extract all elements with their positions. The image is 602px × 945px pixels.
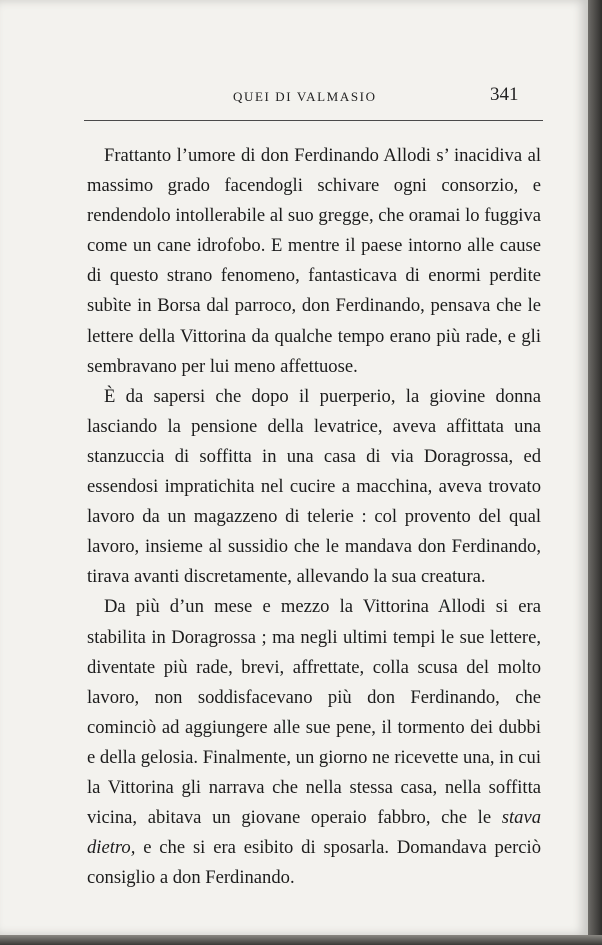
paragraph-3-text-after: e che si era esibito di sposarla. Domandava perciò consiglio a don Ferdinando.: [87, 837, 541, 889]
running-head-title: QUEI DI VALMASIO: [233, 89, 377, 104]
paragraph-2: È da sapersi che dopo il puerperio, la giovine donna lasciando la pensione della levatrice, aveva affittata una stanzuccia di soffitta in una casa di via Doragrossa, ed essendosi impratichita nel cucire a macchina, aveva trovato lavoro da un magazzeno di telerie : col provento del qual lavoro, insieme al sussidio che le mandava don Ferdinando, tirava avanti discretamente, allevando la sua creatura.: [87, 385, 541, 588]
page-edge-right: [588, 0, 602, 945]
page-number: 341: [490, 84, 519, 105]
header-rule: [84, 120, 543, 121]
page-edge-bottom: [0, 935, 602, 945]
paragraph-3: [87, 592, 541, 893]
paragraph-3-text-before: Da più d’un mese e mezzo la Vittorina Allodi si era stabilita in Doragrossa ; ma negli ultimi tempi le sue lettere, diventate più rade, brevi, affrettate, colla scusa del molto lavoro, non soddisfacevano più don Ferdinando, che cominciò ad aggiungere alle sue pene, il tormento dei dubbi e della gelosia. Finalmente, un giorno ne ricevette una, in cui la Vittorina gli narrava che nella stessa casa, nella soffitta vicina, abitava un giovane operaio fabbro, che le: [87, 596, 541, 829]
paragraph-1: Frattanto l’umore di don Ferdinando Allodi s’ inacidiva al massimo grado facendogli schivare ogni consorzio, e rendendolo intollerabile al suo gregge, che oramai lo fuggiva come un cane idrofobo. E mentre il paese intorno alle cause di questo strano fenomeno, fantasticava di enormi perdite subìte in Borsa dal parroco, don Ferdinando, pensava che le lettere della Vittorina da qualche tempo erano più rade, e gli sembravano per lui meno affettuose.: [87, 145, 541, 377]
body-text: [87, 141, 541, 893]
paragraph-3-italic-phrase: stava dietro,: [87, 807, 541, 859]
